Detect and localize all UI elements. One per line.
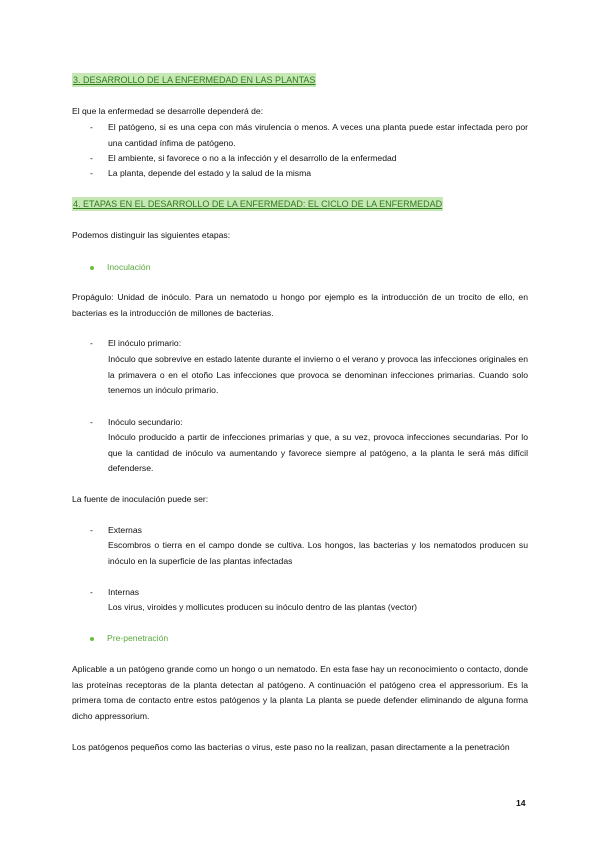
- propagulo-paragraph: Propágulo: Unidad de inóculo. Para un nematodo u hongo por ejemplo es la introducción de un trocito de ello, en bacterias es la introducción de millones de bacterias.: [72, 292, 528, 318]
- list-dash: -: [90, 587, 93, 597]
- section-3-heading: 3. DESARROLLO DE LA ENFERMEDAD EN LAS PLANTAS: [73, 75, 316, 85]
- external-source-title: Externas: [108, 525, 142, 535]
- prepenetration-paragraph: Aplicable a un patógeno grande como un hongo o un nematodo. En esta fase hay un reconocimiento o contacto, donde las proteínas receptoras de la planta detectan al patógeno. A continuación el patógeno crea el appressorium. Es la primera toma de contacto entre estos patógenos y la planta La planta se puede defender eliminando de alguna forma dicho appressorium.: [72, 664, 528, 721]
- stage-inoculation-label: Inoculación: [107, 262, 151, 272]
- primary-inoculum-title: El inóculo primario:: [108, 338, 182, 348]
- secondary-inoculum-title: Inóculo secundario:: [108, 417, 183, 427]
- section-3-intro: El que la enfermedad se desarrolle dependerá de:: [72, 106, 264, 116]
- stage-prepenetration-label: Pre-penetración: [107, 633, 169, 643]
- stage-prepenetration: [90, 631, 168, 647]
- list-dash: -: [90, 122, 93, 132]
- page-number: 14: [516, 798, 526, 808]
- list-dash: -: [90, 417, 93, 427]
- stage-inoculation: [90, 260, 150, 276]
- list-item-plant: La planta, depende del estado y la salud de la misma: [108, 168, 312, 178]
- list-item-environment: El ambiente, si favorece o no a la infección y el desarrollo de la enfermedad: [108, 153, 397, 163]
- list-item-pathogen: El patógeno, si es una cepa con más virulencia o menos. A veces una planta puede estar infectada pero por una cantidad ínfima de patógeno.: [108, 122, 528, 148]
- internal-source-text: Los virus, viroides y mollicutes producen su inóculo dentro de las plantas (vector): [108, 602, 418, 612]
- bullet-dot-icon: [90, 266, 94, 270]
- bullet-dot-icon: [90, 637, 94, 641]
- list-dash: -: [90, 168, 93, 178]
- section-4-heading: 4. ETAPAS EN EL DESARROLLO DE LA ENFERMEDAD: EL CICLO DE LA ENFERMEDAD: [73, 199, 443, 209]
- list-dash: -: [90, 338, 93, 348]
- list-dash: -: [90, 153, 93, 163]
- primary-inoculum-text: Inóculo que sobrevive en estado latente durante el invierno o el verano y provoca las infecciones originales en la primavera o en el otoño Las infecciones que provoca se denominan infecciones primarias. Cuando solo tenemos un inóculo primario.: [108, 354, 528, 395]
- small-pathogens-paragraph: Los patógenos pequeños como las bacterias o virus, este paso no la realizan, pasan directamente a la penetración: [72, 742, 510, 752]
- list-dash: -: [90, 525, 93, 535]
- source-intro: La fuente de inoculación puede ser:: [72, 494, 209, 504]
- internal-source-title: Internas: [108, 587, 140, 597]
- external-source-text: Escombros o tierra en el campo donde se cultiva. Los hongos, las bacterias y los nematodos producen su inóculo en la superficie de las plantas infectadas: [108, 540, 528, 566]
- section-4-intro: Podemos distinguir las siguientes etapas:: [72, 230, 231, 240]
- secondary-inoculum-text: Inóculo producido a partir de infecciones primarias y que, a su vez, provoca infecciones secundarias. Por lo que la cantidad de inóculo va aumentando y favorece siempre al patógeno, a la planta le será más difícil defenderse.: [108, 432, 528, 473]
